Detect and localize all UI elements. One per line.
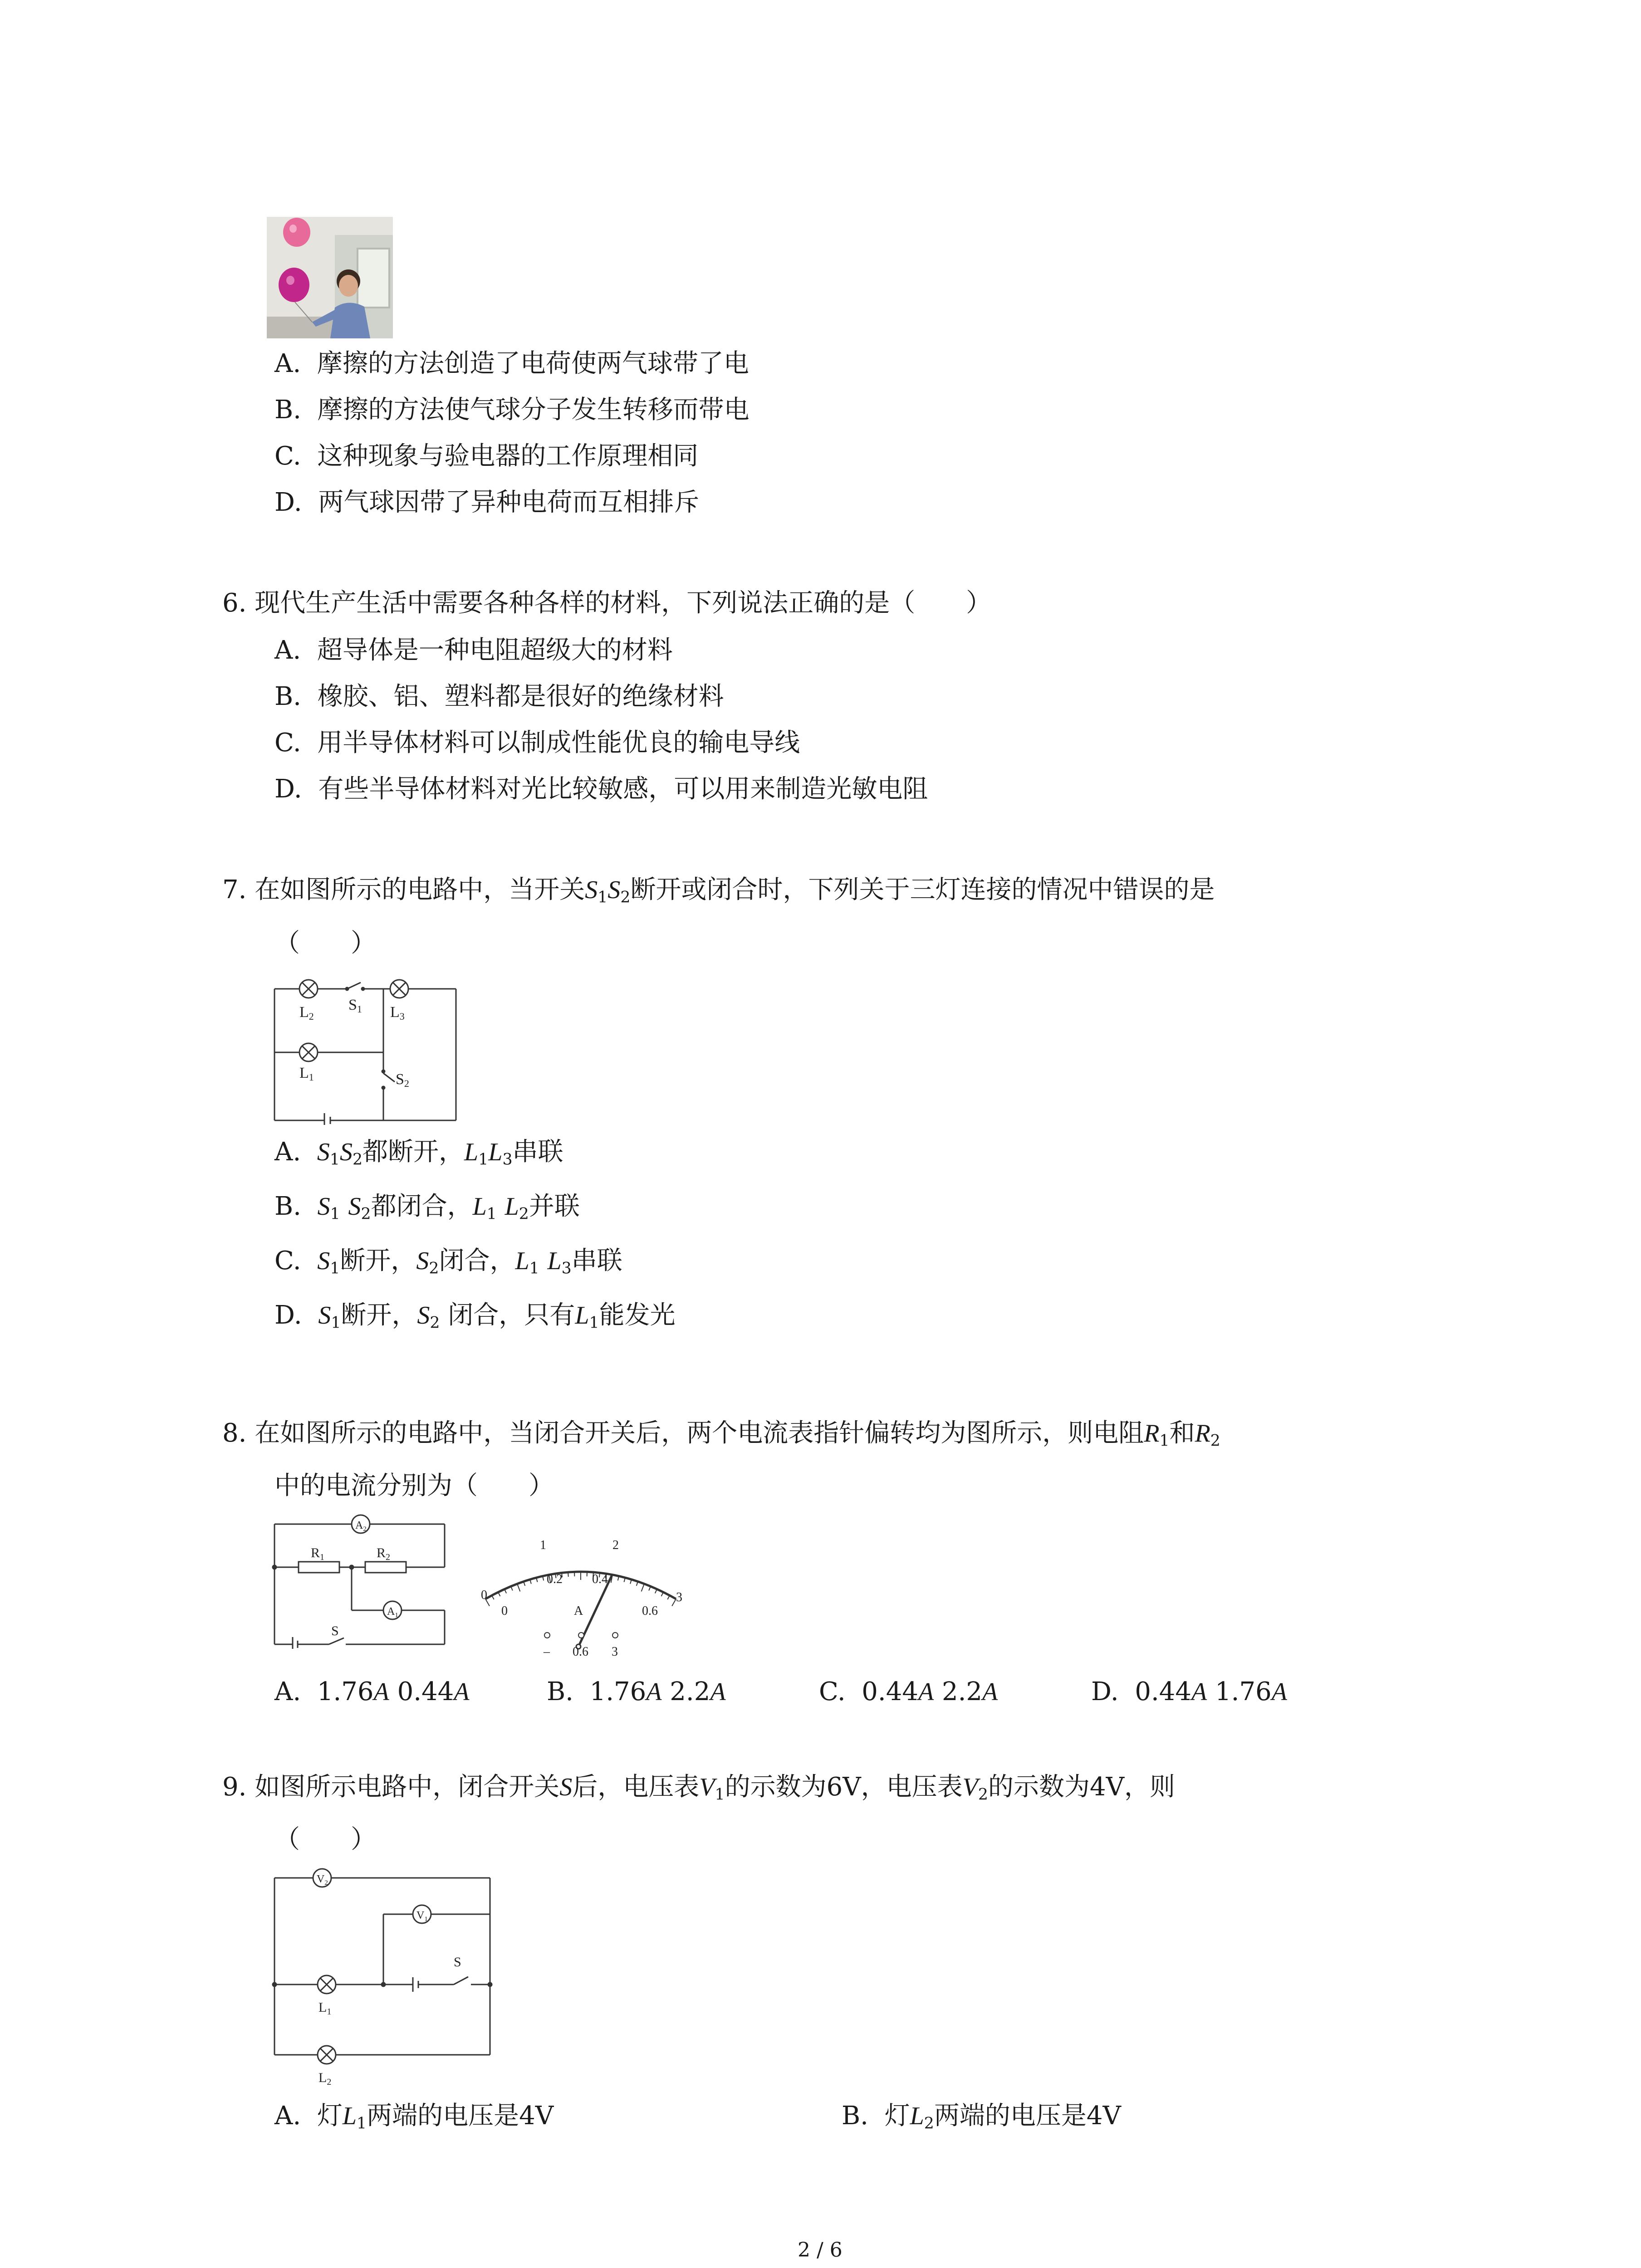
var-sub: 1 xyxy=(598,888,608,907)
option-value: 1.76 xyxy=(1215,1677,1272,1706)
q9-option-a[interactable]: A. 灯$L_1$两端的电压是4V xyxy=(274,2101,554,2133)
question-number: 8. xyxy=(222,1418,247,1448)
q6-option-b[interactable] xyxy=(274,679,724,715)
option-text: 串联 xyxy=(512,1137,563,1167)
option-unit: A xyxy=(1271,1678,1287,1706)
option-text: 用半导体材料可以制成性能优良的输电导线 xyxy=(317,728,800,758)
q7-stem xyxy=(222,872,1215,908)
option-text: 这种现象与验电器的工作原理相同 xyxy=(317,441,699,471)
q8-stem-cont: 中的电流分别为（ ） xyxy=(274,1471,554,1501)
q9-paren: （ ） xyxy=(274,1825,376,1854)
question-number: 6. xyxy=(222,588,247,618)
question-number: 7. xyxy=(222,875,247,904)
q9-label-v1: $V_1$ xyxy=(416,1910,428,1923)
option-text: 并联 xyxy=(529,1192,580,1221)
var: R xyxy=(1144,1419,1160,1447)
option-text: 摩擦的方法使气球分子发生转移而带电 xyxy=(317,395,749,425)
question-text: 如图所示电路中，闭合开关 xyxy=(255,1772,560,1802)
q7-paren: （ ） xyxy=(274,929,376,958)
option-value: 4V xyxy=(1086,2101,1121,2131)
q9-circuit-diagram xyxy=(268,1864,504,2100)
var: V xyxy=(699,1773,715,1801)
dial-top-3: 3 xyxy=(676,1590,682,1604)
option-value: 1.76 xyxy=(589,1677,647,1706)
q8-label-s: S xyxy=(331,1623,339,1638)
page-number: 2 / 6 xyxy=(798,2239,843,2262)
q8-label-r1: $R_1$ xyxy=(311,1545,325,1562)
balloon-photo xyxy=(267,217,393,338)
option-value: 2.2 xyxy=(670,1677,710,1706)
q7-option-a[interactable]: A. $S_1S_2$都断开，$L_1L_3$串联 xyxy=(274,1137,563,1169)
option-text: 超导体是一种电阻超级大的材料 xyxy=(317,635,673,665)
option-text: 两端的电压是 xyxy=(934,2101,1087,2131)
q8-label-a1: $A_1$ xyxy=(387,1606,398,1619)
option-letter: A. xyxy=(274,1137,301,1167)
option-letter: B. xyxy=(547,1677,573,1706)
option-text: 断开， xyxy=(340,1246,416,1276)
dial-top-0: 0 xyxy=(481,1588,487,1602)
option-text: 串联 xyxy=(571,1246,622,1276)
dial-tick xyxy=(642,1584,644,1592)
q5-option-a[interactable] xyxy=(274,346,749,382)
value: 6V xyxy=(826,1772,861,1802)
q6-option-c[interactable] xyxy=(274,725,800,761)
q7-option-b[interactable]: B. $S_1$ $S_2$都闭合，$L_1$ $L_2$并联 xyxy=(274,1192,580,1223)
terminal-minus: – xyxy=(544,1645,550,1659)
q7-label-s1: S1 xyxy=(348,997,362,1015)
option-text: 两气球因带了异种电荷而互相排斥 xyxy=(318,488,700,517)
option-value: 0.44 xyxy=(397,1677,454,1706)
dial-bottom-0: 0 xyxy=(501,1604,508,1618)
dial-tick xyxy=(517,1584,520,1592)
option-text: 摩擦的方法创造了电荷使两气球带了电 xyxy=(317,349,749,378)
q7-option-c[interactable]: C. $S_1$断开，$S_2$闭合，$L_1$ $L_3$串联 xyxy=(274,1246,622,1278)
option-letter: D. xyxy=(274,774,302,804)
var: R xyxy=(1195,1419,1210,1447)
var-sub: 1 xyxy=(715,1785,725,1804)
question-number: 9. xyxy=(222,1772,247,1802)
question-text: 断开或闭合时，下列关于三灯连接的情况中错误的是 xyxy=(630,875,1215,904)
q7-label-s2: S2 xyxy=(396,1071,409,1089)
q7-label-l2: L2 xyxy=(299,1004,314,1022)
q6-option-a[interactable] xyxy=(274,632,673,669)
q9-label-l1: $L_1$ xyxy=(318,2000,332,2017)
option-letter: D. xyxy=(274,488,302,517)
option-text: 闭合，只有 xyxy=(440,1300,575,1330)
var-sub: 2 xyxy=(1210,1432,1220,1450)
option-text: 灯 xyxy=(884,2101,910,2131)
option-text: 断开， xyxy=(341,1300,417,1330)
option-letter: D. xyxy=(1091,1677,1119,1706)
q9-stem xyxy=(222,1769,1175,1805)
dial-bottom-0-4: 0.4 xyxy=(592,1572,608,1586)
ammeter-dial xyxy=(472,1526,694,1662)
terminal-3: 3 xyxy=(612,1645,618,1659)
q9-label-v2: $V_2$ xyxy=(317,1873,328,1887)
var-sub: 2 xyxy=(978,1785,988,1804)
dial-top-1: 1 xyxy=(540,1538,546,1552)
option-value: 0.44 xyxy=(862,1677,918,1706)
option-unit: A xyxy=(454,1678,470,1706)
option-letter: C. xyxy=(274,728,301,758)
option-unit: A xyxy=(646,1678,662,1706)
option-text: 有些半导体材料对光比较敏感，可以用来制造光敏电阻 xyxy=(318,774,928,804)
dial-bottom-0-6: 0.6 xyxy=(642,1604,658,1618)
q9-label-l2: $L_2$ xyxy=(318,2070,332,2087)
var-sub: 2 xyxy=(620,888,631,907)
option-letter: A. xyxy=(274,2101,301,2131)
q5-option-c[interactable] xyxy=(274,438,698,474)
option-letter: A. xyxy=(274,1677,301,1706)
option-text: 闭合， xyxy=(439,1246,515,1276)
option-unit: A xyxy=(918,1678,934,1706)
option-value: 4V xyxy=(519,2101,554,2131)
option-unit: A xyxy=(1191,1678,1207,1706)
option-letter: C. xyxy=(274,1246,301,1276)
var: S xyxy=(559,1773,573,1801)
option-value: 2.2 xyxy=(941,1677,983,1706)
q7-option-d[interactable]: D. $S_1$断开，$S_2$ 闭合，只有$L_1$能发光 xyxy=(274,1300,676,1332)
q8-label-a2: $A_2$ xyxy=(355,1520,367,1533)
q6-stem xyxy=(222,585,991,621)
var-sub: 1 xyxy=(1159,1432,1170,1450)
option-letter: D. xyxy=(274,1300,302,1330)
dial-tick xyxy=(672,1599,676,1606)
q8-option-d[interactable] xyxy=(1091,1674,1287,1710)
q7-circuit-diagram xyxy=(268,971,463,1125)
q5-option-b[interactable] xyxy=(274,392,749,428)
option-text: 灯 xyxy=(317,2101,343,2131)
option-letter: A. xyxy=(274,349,301,378)
option-value: 1.76 xyxy=(317,1677,374,1706)
option-letter: B. xyxy=(274,682,301,711)
var: S xyxy=(607,876,621,904)
dial-top-2: 2 xyxy=(612,1538,619,1552)
option-unit: A xyxy=(982,1678,998,1706)
question-text: 和 xyxy=(1169,1418,1195,1448)
option-letter: A. xyxy=(274,635,301,665)
q9-option-b[interactable]: B. 灯$L_2$两端的电压是4V xyxy=(842,2101,1121,2133)
option-letter: B. xyxy=(274,395,301,425)
q8-option-a[interactable] xyxy=(274,1674,469,1710)
option-text: 两端的电压是 xyxy=(367,2101,519,2131)
var: S xyxy=(585,876,598,904)
option-unit: A xyxy=(710,1678,726,1706)
var: V xyxy=(962,1773,978,1801)
q8-option-b[interactable] xyxy=(547,1674,726,1710)
q7-label-l1: L1 xyxy=(299,1065,314,1083)
question-text: 后，电压表 xyxy=(572,1772,700,1802)
q8-option-c[interactable] xyxy=(819,1674,998,1710)
option-letter: B. xyxy=(274,1192,301,1221)
question-text: ，电压表 xyxy=(861,1772,963,1802)
question-text: ，则 xyxy=(1124,1772,1176,1802)
question-text: 在如图所示的电路中，当闭合开关后，两个电流表指针偏转均为图所示，则电阻 xyxy=(255,1418,1144,1448)
q7-label-l3: L3 xyxy=(390,1004,405,1022)
q5-option-d[interactable] xyxy=(274,484,699,521)
q8-label-r2: $R_2$ xyxy=(377,1545,391,1562)
option-letter: B. xyxy=(842,2101,868,2131)
q8-stem xyxy=(222,1415,1220,1452)
question-text: 在如图所示的电路中，当开关 xyxy=(255,875,585,904)
value: 4V xyxy=(1089,1772,1125,1802)
q9-label-s: S xyxy=(454,1955,461,1970)
option-value: 0.44 xyxy=(1135,1677,1191,1706)
option-text: 能发光 xyxy=(599,1300,676,1330)
q8-circuit-diagram xyxy=(268,1513,458,1649)
dial-unit: A xyxy=(574,1604,583,1618)
option-letter: C. xyxy=(274,441,301,471)
option-text: 橡胶、铝、塑料都是很好的绝缘材料 xyxy=(317,682,724,711)
question-text: 的示数为 xyxy=(725,1772,827,1802)
option-text: 都闭合， xyxy=(371,1192,473,1221)
terminal-0-6: 0.6 xyxy=(573,1645,588,1659)
option-unit: A xyxy=(373,1678,389,1706)
q6-option-d[interactable] xyxy=(274,771,928,807)
dial-bottom-0-2: 0.2 xyxy=(547,1572,563,1586)
option-letter: C. xyxy=(819,1677,846,1706)
option-text: 都断开， xyxy=(362,1137,465,1167)
question-text: 现代生产生活中需要各种各样的材料，下列说法正确的是（ ） xyxy=(255,588,992,618)
question-text: 的示数为 xyxy=(988,1772,1090,1802)
